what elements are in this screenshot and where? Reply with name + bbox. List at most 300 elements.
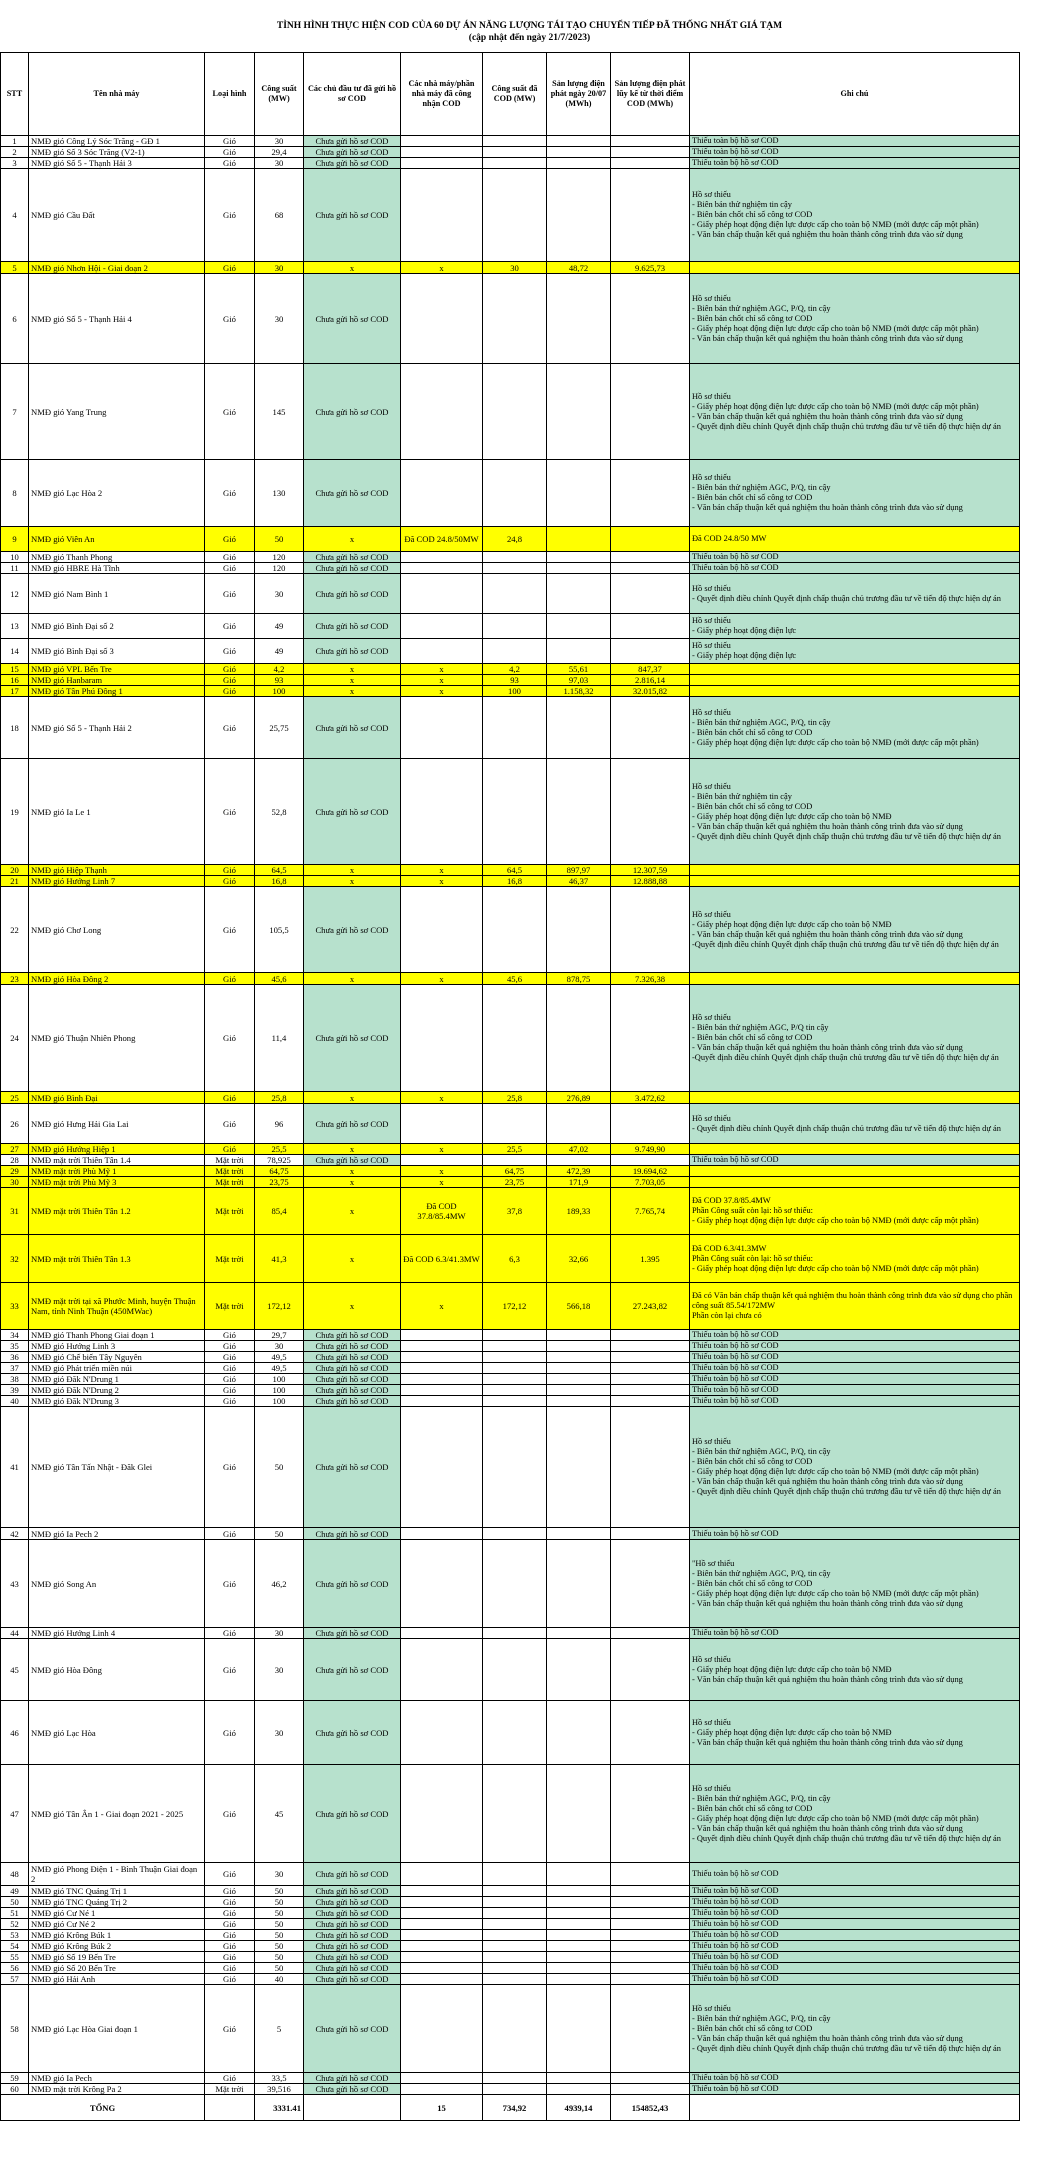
row-submitted: Chưa gửi hồ sơ COD (304, 1908, 401, 1919)
row-cumulative-output: 27.243,82 (611, 1283, 690, 1330)
row-submitted: Chưa gửi hồ sơ COD (304, 1985, 401, 2073)
row-submitted: Chưa gửi hồ sơ COD (304, 697, 401, 759)
row-cod-recognized (401, 1765, 483, 1863)
row-submitted: Chưa gửi hồ sơ COD (304, 1352, 401, 1363)
row-capacity: 64,75 (255, 1166, 304, 1177)
row-cod-recognized (401, 147, 483, 158)
row-type: Gió (205, 147, 255, 158)
row-capacity: 68 (255, 169, 304, 262)
row-plant-name: NMĐ gió Thanh Phong (29, 552, 205, 563)
table-row (1, 614, 1020, 639)
table-row (1, 1528, 1020, 1540)
row-stt: 57 (1, 1974, 29, 1985)
row-plant-name: NMĐ gió Đăk N'Drung 3 (29, 1396, 205, 1407)
row-cod-recognized (401, 460, 483, 527)
row-capacity: 25,75 (255, 697, 304, 759)
row-cumulative-output (611, 1930, 690, 1941)
table-row (1, 887, 1020, 973)
row-notes: Thiếu toàn bộ hồ sơ COD (690, 147, 1020, 158)
row-cod-capacity (483, 1104, 547, 1144)
row-daily-output (547, 147, 611, 158)
table-row (1, 1166, 1020, 1177)
row-cod-capacity (483, 563, 547, 574)
row-capacity: 50 (255, 1941, 304, 1952)
row-capacity: 50 (255, 1908, 304, 1919)
row-cod-capacity (483, 1941, 547, 1952)
table-row (1, 364, 1020, 460)
row-submitted: Chưa gửi hồ sơ COD (304, 1407, 401, 1528)
row-plant-name: NMĐ gió Công Lý Sóc Trăng - GĐ 1 (29, 136, 205, 147)
row-submitted: Chưa gửi hồ sơ COD (304, 1104, 401, 1144)
row-stt: 2 (1, 147, 29, 158)
row-stt: 20 (1, 865, 29, 876)
row-daily-output (547, 1104, 611, 1144)
row-cumulative-output (611, 1407, 690, 1528)
row-cumulative-output (611, 697, 690, 759)
row-plant-name: NMĐ gió Ia Le 1 (29, 759, 205, 865)
row-cod-capacity (483, 1628, 547, 1639)
row-submitted: Chưa gửi hồ sơ COD (304, 1919, 401, 1930)
row-notes: Thiếu toàn bộ hồ sơ COD (690, 2084, 1020, 2095)
header-plant-name: Tên nhà máy (29, 53, 205, 136)
row-plant-name: NMĐ gió Cư Né 1 (29, 1908, 205, 1919)
row-daily-output (547, 136, 611, 147)
row-cod-capacity (483, 1963, 547, 1974)
row-notes: Thiếu toàn bộ hồ sơ COD (690, 1396, 1020, 1407)
table-row (1, 1155, 1020, 1166)
row-cod-capacity (483, 147, 547, 158)
table-row (1, 1540, 1020, 1628)
row-capacity: 49,5 (255, 1363, 304, 1374)
row-cod-recognized (401, 1385, 483, 1396)
row-type: Gió (205, 1974, 255, 1985)
table-row (1, 1886, 1020, 1897)
row-daily-output (547, 985, 611, 1092)
row-notes: Hồ sơ thiếu - Biên bản thử nghiệm tin cậy - Biên bản chốt chỉ số công tơ COD - Giấy phép hoạt động điện lực được cấp cho toàn bộ NMĐ - Văn bản chấp thuận kết quả nghiệm thu hoàn thành công trình đưa vào sử dụng - Quyết định điều chỉnh Quyết định chấp thuận chủ trương đầu tư về tiến độ thực hiện dự án (690, 759, 1020, 865)
row-notes: Hồ sơ thiếu - Giấy phép hoạt động điện lực được cấp cho toàn bộ NMĐ - Văn bản chấp thuận kết quả nghiệm thu hoàn thành công trình đưa vào sử dụng -Quyết định điều chỉnh Quyết định chấp thuận chủ trương đầu tư về tiến độ thực hiện dự án (690, 887, 1020, 973)
row-notes: Hồ sơ thiếu - Giấy phép hoạt động điện lực được cấp cho toàn bộ NMĐ - Văn bản chấp thuận kết quả nghiệm thu hoàn thành công trình đưa vào sử dụng (690, 1701, 1020, 1765)
header-notes: Ghi chú (690, 53, 1020, 136)
row-submitted: Chưa gửi hồ sơ COD (304, 614, 401, 639)
row-cumulative-output: 32.015,82 (611, 686, 690, 697)
row-cod-recognized (401, 639, 483, 664)
table-row (1, 675, 1020, 686)
table-row (1, 1374, 1020, 1385)
row-cumulative-output (611, 2073, 690, 2084)
row-type: Gió (205, 1540, 255, 1628)
row-stt: 3 (1, 158, 29, 169)
row-cod-capacity (483, 158, 547, 169)
row-notes: Hồ sơ thiếu - Biên bản thử nghiệm AGC, P/Q, tin cậy - Biên bản chốt chỉ số công tơ COD - Giấy phép hoạt động điện lực được cấp cho toàn bộ NMĐ (mới được cấp một phần) - Văn bản chấp thuận kết quả nghiệm thu hoàn thành công trình đưa vào sử dụng (690, 274, 1020, 364)
row-daily-output: 32,66 (547, 1235, 611, 1283)
row-stt: 38 (1, 1374, 29, 1385)
row-cod-recognized (401, 1930, 483, 1941)
row-notes: Hồ sơ thiếu - Biên bản thử nghiệm AGC, P/Q tin cậy - Biên bản chốt chỉ số công tơ COD - Văn bản chấp thuận kết quả nghiệm thu hoàn thành công trình đưa vào sử dụng -Quyết định điều chỉnh Quyết định chấp thuận chủ trương đầu tư về tiến độ thực hiện dự án (690, 985, 1020, 1092)
row-daily-output (547, 2084, 611, 2095)
row-cumulative-output: 3.472,62 (611, 1092, 690, 1104)
row-stt: 50 (1, 1897, 29, 1908)
row-cod-capacity: 45,6 (483, 973, 547, 985)
table-row (1, 1092, 1020, 1104)
row-submitted: Chưa gửi hồ sơ COD (304, 1628, 401, 1639)
row-submitted: Chưa gửi hồ sơ COD (304, 639, 401, 664)
row-cod-recognized (401, 2084, 483, 2095)
row-plant-name: NMĐ gió Chơ Long (29, 887, 205, 973)
header-type: Loại hình (205, 53, 255, 136)
row-type: Gió (205, 1407, 255, 1528)
row-plant-name: NMĐ gió Phát triển miền núi (29, 1363, 205, 1374)
header-capacity: Công suất (MW) (255, 53, 304, 136)
row-cod-recognized (401, 759, 483, 865)
row-capacity: 96 (255, 1104, 304, 1144)
row-type: Gió (205, 1374, 255, 1385)
row-notes: Thiếu toàn bộ hồ sơ COD (690, 1930, 1020, 1941)
document-title: TÌNH HÌNH THỰC HIỆN COD CỦA 60 DỰ ÁN NĂNG LƯỢNG TÁI TẠO CHUYỂN TIẾP ĐÃ THỐNG NHẤT GIÁ TẠM (276, 21, 783, 31)
row-cumulative-output (611, 759, 690, 865)
row-notes: Thiếu toàn bộ hồ sơ COD (690, 1341, 1020, 1352)
row-cod-recognized (401, 1952, 483, 1963)
row-daily-output (547, 563, 611, 574)
row-daily-output: 878,75 (547, 973, 611, 985)
row-stt: 26 (1, 1104, 29, 1144)
row-plant-name: NMĐ gió Tân Phú Đông 1 (29, 686, 205, 697)
table-row (1, 1919, 1020, 1930)
row-type: Gió (205, 1330, 255, 1341)
row-submitted: Chưa gửi hồ sơ COD (304, 1963, 401, 1974)
row-submitted: Chưa gửi hồ sơ COD (304, 1701, 401, 1765)
row-cumulative-output (611, 1974, 690, 1985)
row-cumulative-output (611, 527, 690, 552)
row-plant-name: NMĐ gió Hiệp Thạnh (29, 865, 205, 876)
row-capacity: 30 (255, 1341, 304, 1352)
row-daily-output (547, 1330, 611, 1341)
row-stt: 15 (1, 664, 29, 675)
row-notes: Đã có Văn bản chấp thuận kết quả nghiệm thu hoàn thành công trình đưa vào sử dụng cho phần công suất 85.54/172MW Phần còn lại chưa có (690, 1283, 1020, 1330)
row-plant-name: NMĐ gió Tân Tấn Nhật - Đăk Glei (29, 1407, 205, 1528)
row-stt: 23 (1, 973, 29, 985)
table-row (1, 985, 1020, 1092)
row-stt: 11 (1, 563, 29, 574)
row-daily-output (547, 759, 611, 865)
row-submitted: x (304, 1283, 401, 1330)
row-submitted: Chưa gửi hồ sơ COD (304, 1941, 401, 1952)
row-cod-recognized: x (401, 1283, 483, 1330)
row-submitted: Chưa gửi hồ sơ COD (304, 2084, 401, 2095)
row-notes (690, 1092, 1020, 1104)
row-daily-output: 97,03 (547, 675, 611, 686)
row-capacity: 46,2 (255, 1540, 304, 1628)
row-cumulative-output (611, 147, 690, 158)
row-daily-output: 1.158,32 (547, 686, 611, 697)
row-type: Gió (205, 1952, 255, 1963)
row-cumulative-output (611, 552, 690, 563)
row-plant-name: NMĐ gió Thanh Phong Giai đoạn 1 (29, 1330, 205, 1341)
row-cumulative-output (611, 1540, 690, 1628)
row-plant-name: NMĐ gió Hướng Hiệp 1 (29, 1144, 205, 1155)
row-submitted: Chưa gửi hồ sơ COD (304, 274, 401, 364)
row-cod-capacity (483, 1863, 547, 1886)
table-row (1, 876, 1020, 887)
row-type: Mặt trời (205, 1166, 255, 1177)
row-type: Gió (205, 686, 255, 697)
row-submitted: Chưa gửi hồ sơ COD (304, 759, 401, 865)
row-capacity: 93 (255, 675, 304, 686)
row-type: Mặt trời (205, 1188, 255, 1235)
row-cod-capacity (483, 2073, 547, 2084)
row-cod-capacity (483, 1919, 547, 1930)
table-row (1, 664, 1020, 675)
row-cod-recognized (401, 985, 483, 1092)
row-cod-recognized: Đã COD 24.8/50MW (401, 527, 483, 552)
row-plant-name: NMĐ gió Hưng Hải Gia Lai (29, 1104, 205, 1144)
row-cod-capacity (483, 639, 547, 664)
row-notes (690, 876, 1020, 887)
row-capacity: 29,4 (255, 147, 304, 158)
table-row (1, 527, 1020, 552)
row-cod-capacity: 172,12 (483, 1283, 547, 1330)
row-capacity: 30 (255, 136, 304, 147)
row-capacity: 50 (255, 1963, 304, 1974)
row-stt: 56 (1, 1963, 29, 1974)
table-row (1, 1908, 1020, 1919)
row-capacity: 120 (255, 552, 304, 563)
table-row (1, 1385, 1020, 1396)
row-capacity: 50 (255, 527, 304, 552)
row-cod-capacity (483, 574, 547, 614)
table-row (1, 262, 1020, 274)
row-plant-name: NMĐ gió Nhơn Hội - Giai đoạn 2 (29, 262, 205, 274)
row-capacity: 50 (255, 1919, 304, 1930)
row-stt: 24 (1, 985, 29, 1092)
row-cod-capacity (483, 1330, 547, 1341)
row-cod-recognized (401, 1528, 483, 1540)
row-daily-output: 46,37 (547, 876, 611, 887)
row-type: Gió (205, 1092, 255, 1104)
row-type: Gió (205, 887, 255, 973)
row-cod-capacity (483, 1155, 547, 1166)
row-cod-capacity: 30 (483, 262, 547, 274)
row-stt: 19 (1, 759, 29, 865)
row-capacity: 25,5 (255, 1144, 304, 1155)
row-plant-name: NMĐ gió Hướng Linh 3 (29, 1341, 205, 1352)
row-stt: 52 (1, 1919, 29, 1930)
table-row (1, 563, 1020, 574)
row-stt: 36 (1, 1352, 29, 1363)
row-stt: 6 (1, 274, 29, 364)
row-capacity: 78,925 (255, 1155, 304, 1166)
table-row (1, 147, 1020, 158)
row-submitted: Chưa gửi hồ sơ COD (304, 1396, 401, 1407)
row-cod-capacity: 64,75 (483, 1166, 547, 1177)
row-daily-output (547, 1863, 611, 1886)
row-submitted: Chưa gửi hồ sơ COD (304, 1639, 401, 1701)
row-stt: 9 (1, 527, 29, 552)
row-daily-output (547, 614, 611, 639)
row-notes: Hồ sơ thiếu - Biên bản thử nghiệm AGC, P/Q, tin cậy - Biên bản chốt chỉ số công tơ COD - Giấy phép hoạt động điện lực được cấp cho toàn bộ NMĐ (mới được cấp một phần) (690, 697, 1020, 759)
row-type: Gió (205, 697, 255, 759)
row-cod-capacity (483, 1639, 547, 1701)
table-row (1, 759, 1020, 865)
row-plant-name: NMĐ gió Thuận Nhiên Phong (29, 985, 205, 1092)
row-cod-capacity (483, 1952, 547, 1963)
row-stt: 17 (1, 686, 29, 697)
row-cod-capacity (483, 1374, 547, 1385)
row-type: Gió (205, 1701, 255, 1765)
row-cod-recognized (401, 1897, 483, 1908)
row-stt: 1 (1, 136, 29, 147)
row-plant-name: NMĐ gió Bình Đại số 3 (29, 639, 205, 664)
row-type: Gió (205, 274, 255, 364)
row-cod-capacity (483, 614, 547, 639)
row-cumulative-output (611, 1765, 690, 1863)
row-plant-name: NMĐ gió Hanbaram (29, 675, 205, 686)
row-type: Gió (205, 1863, 255, 1886)
row-cod-recognized (401, 1701, 483, 1765)
row-cod-capacity (483, 552, 547, 563)
row-plant-name: NMĐ gió Số 3 Sóc Trăng (V2-1) (29, 147, 205, 158)
row-stt: 42 (1, 1528, 29, 1540)
row-cod-capacity (483, 460, 547, 527)
row-daily-output (547, 1540, 611, 1628)
row-plant-name: NMĐ mặt trời Phù Mỹ 1 (29, 1166, 205, 1177)
row-cod-recognized: Đã COD 6.3/41.3MW (401, 1235, 483, 1283)
row-plant-name: NMĐ gió Hướng Linh 4 (29, 1628, 205, 1639)
table-row (1, 686, 1020, 697)
row-cumulative-output (611, 1628, 690, 1639)
row-notes (690, 1144, 1020, 1155)
row-notes: Thiếu toàn bộ hồ sơ COD (690, 1863, 1020, 1886)
row-submitted: x (304, 262, 401, 274)
row-cumulative-output (611, 985, 690, 1092)
table-row (1, 1863, 1020, 1886)
row-type: Gió (205, 1765, 255, 1863)
row-type: Gió (205, 1897, 255, 1908)
row-submitted: Chưa gửi hồ sơ COD (304, 1341, 401, 1352)
row-notes: Hồ sơ thiếu - Giấy phép hoạt động điện lực được cấp cho toàn bộ NMĐ (mới được cấp một phần) - Văn bản chấp thuận kết quả nghiệm thu hoàn thành công trình đưa vào sử dụng - Quyết định điều chỉnh Quyết định chấp thuận chủ trương đầu tư về tiến độ thực hiện dự án (690, 364, 1020, 460)
row-cod-recognized (401, 1908, 483, 1919)
row-type: Gió (205, 136, 255, 147)
table-row (1, 574, 1020, 614)
row-daily-output (547, 1341, 611, 1352)
row-submitted: Chưa gửi hồ sơ COD (304, 985, 401, 1092)
row-cod-capacity (483, 1363, 547, 1374)
row-cod-recognized (401, 158, 483, 169)
row-daily-output (547, 1908, 611, 1919)
row-type: Mặt trời (205, 2084, 255, 2095)
row-daily-output: 48,72 (547, 262, 611, 274)
table-row (1, 1985, 1020, 2073)
header-cumulative-output: Sản lượng điện phát lũy kế từ thời điểm COD (MWh) (611, 53, 690, 136)
table-row (1, 1628, 1020, 1639)
row-stt: 40 (1, 1396, 29, 1407)
row-cod-capacity (483, 1341, 547, 1352)
row-plant-name: NMĐ gió Số 5 - Thạnh Hải 2 (29, 697, 205, 759)
total-cumulative-output: 154852,43 (611, 2095, 690, 2121)
row-notes: Hồ sơ thiếu - Giấy phép hoạt động điện lực (690, 614, 1020, 639)
row-type: Mặt trời (205, 1283, 255, 1330)
row-cod-recognized (401, 1104, 483, 1144)
row-cod-capacity (483, 1765, 547, 1863)
row-cod-capacity: 6,3 (483, 1235, 547, 1283)
row-notes (690, 1166, 1020, 1177)
row-cumulative-output: 9.625,73 (611, 262, 690, 274)
row-cumulative-output (611, 1941, 690, 1952)
row-cumulative-output (611, 574, 690, 614)
row-notes: Hồ sơ thiếu - Quyết định điều chỉnh Quyết định chấp thuận chủ trương đầu tư về tiến độ thực hiện dự án (690, 574, 1020, 614)
row-notes: Đã COD 6.3/41.3MW Phần Công suất còn lại: hồ sơ thiếu: - Giấy phép hoạt động điện lực được cấp cho toàn bộ NMĐ (mới được cấp một phần) (690, 1235, 1020, 1283)
row-cumulative-output (611, 1374, 690, 1385)
row-cod-recognized: x (401, 1166, 483, 1177)
row-daily-output (547, 1952, 611, 1963)
row-type: Gió (205, 262, 255, 274)
row-stt: 48 (1, 1863, 29, 1886)
row-daily-output (547, 639, 611, 664)
row-notes (690, 686, 1020, 697)
table-row (1, 1177, 1020, 1188)
row-plant-name: NMĐ gió Số 5 - Thạnh Hải 4 (29, 274, 205, 364)
row-cumulative-output: 12.307,59 (611, 865, 690, 876)
row-notes: "Hồ sơ thiếu - Biên bản thử nghiệm AGC, P/Q, tin cậy - Biên bản chốt chỉ số công tơ COD - Giấy phép hoạt động điện lực được cấp cho toàn bộ NMĐ (mới được cấp một phần) - Văn bản chấp thuận kết quả nghiệm thu hoàn thành công trình đưa vào sử dụng (690, 1540, 1020, 1628)
row-daily-output (547, 1374, 611, 1385)
row-cumulative-output (611, 364, 690, 460)
row-capacity: 50 (255, 1952, 304, 1963)
row-capacity: 23,75 (255, 1177, 304, 1188)
row-plant-name: NMĐ gió Phong Điện 1 - Bình Thuận Giai đoạn 2 (29, 1863, 205, 1886)
row-plant-name: NMĐ gió Đăk N'Drung 1 (29, 1374, 205, 1385)
header-stt: STT (1, 53, 29, 136)
row-cumulative-output (611, 614, 690, 639)
row-cod-capacity (483, 1528, 547, 1540)
row-cod-capacity: 93 (483, 675, 547, 686)
row-cod-recognized: x (401, 876, 483, 887)
row-cod-capacity (483, 1985, 547, 2073)
row-plant-name: NMĐ gió Viên An (29, 527, 205, 552)
row-plant-name: NMĐ mặt trời tại xã Phước Minh, huyện Thuận Nam, tỉnh Ninh Thuận (450MWac) (29, 1283, 205, 1330)
row-capacity: 50 (255, 1930, 304, 1941)
row-type: Gió (205, 2073, 255, 2084)
row-stt: 7 (1, 364, 29, 460)
row-type: Gió (205, 876, 255, 887)
row-stt: 27 (1, 1144, 29, 1155)
row-capacity: 30 (255, 1628, 304, 1639)
row-submitted: Chưa gửi hồ sơ COD (304, 2073, 401, 2084)
header-submitted: Các chủ đầu tư đã gửi hồ sơ COD (304, 53, 401, 136)
row-daily-output: 171,9 (547, 1177, 611, 1188)
row-stt: 46 (1, 1701, 29, 1765)
row-stt: 14 (1, 639, 29, 664)
row-type: Gió (205, 460, 255, 527)
row-capacity: 50 (255, 1886, 304, 1897)
row-stt: 45 (1, 1639, 29, 1701)
row-submitted: Chưa gửi hồ sơ COD (304, 147, 401, 158)
row-notes: Hồ sơ thiếu - Giấy phép hoạt động điện lực được cấp cho toàn bộ NMĐ - Văn bản chấp thuận kết quả nghiệm thu hoàn thành công trình đưa vào sử dụng (690, 1639, 1020, 1701)
row-plant-name: NMĐ gió Nam Bình 1 (29, 574, 205, 614)
table-row (1, 1363, 1020, 1374)
row-cumulative-output: 847,37 (611, 664, 690, 675)
row-cod-recognized: x (401, 686, 483, 697)
row-plant-name: NMĐ gió Krông Búk 2 (29, 1941, 205, 1952)
row-daily-output (547, 552, 611, 563)
row-cod-recognized: x (401, 664, 483, 675)
row-notes (690, 865, 1020, 876)
row-notes: Thiếu toàn bộ hồ sơ COD (690, 1155, 1020, 1166)
row-daily-output (547, 274, 611, 364)
row-plant-name: NMĐ mặt trời Krông Pa 2 (29, 2084, 205, 2095)
row-notes: Thiếu toàn bộ hồ sơ COD (690, 1374, 1020, 1385)
row-cumulative-output (611, 1330, 690, 1341)
row-cumulative-output: 2.816,14 (611, 675, 690, 686)
row-notes (690, 973, 1020, 985)
